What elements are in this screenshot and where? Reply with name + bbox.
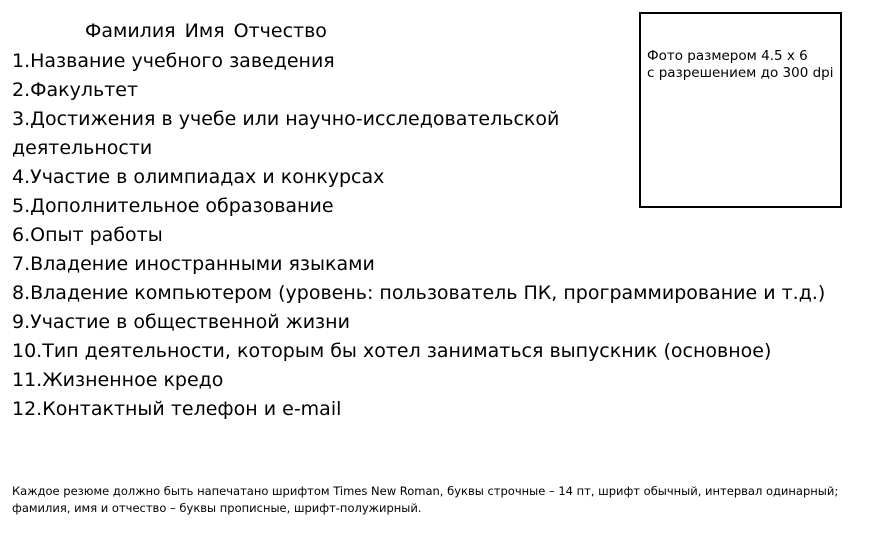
- list-item-olympiads: 4.Участие в олимпиадах и конкурсах: [12, 166, 385, 188]
- list-item-life-motto: 11.Жизненное кредо: [12, 369, 224, 391]
- list-item-work-experience: 6.Опыт работы: [12, 224, 163, 246]
- list-item-social-life: 9.Участие в общественной жизни: [12, 311, 350, 333]
- list-item-contacts: 12.Контактный телефон и e-mail: [12, 398, 342, 420]
- photo-placeholder: [639, 12, 842, 208]
- list-item-institution: 1.Название учебного заведения: [12, 50, 335, 72]
- photo-requirements: [647, 48, 833, 82]
- list-item-achievements: 3.Достижения в учебе или научно-исследовательской деятельности: [12, 108, 560, 159]
- photo-resolution-text: с разрешением до 300 dpi: [647, 65, 834, 81]
- list-item-computer-skills: 8.Владение компьютером (уровень: пользователь ПК, программирование и т.д.): [12, 282, 826, 304]
- list-item-faculty: 2.Факультет: [12, 79, 139, 101]
- full-name-heading: Фамилия Имя Отчество: [85, 20, 327, 42]
- photo-size-text: Фото размером 4.5 x 6: [647, 48, 808, 64]
- list-item-languages: 7.Владение иностранными языками: [12, 253, 375, 275]
- list-item-desired-activity: 10.Тип деятельности, которым бы хотел заниматься выпускник (основное): [12, 340, 772, 362]
- formatting-footnote: Каждое резюме должно быть напечатано шрифтом Times New Roman, буквы строчные – 14 пт, шрифт обычный, интервал одинарный; фамилия, имя и отчество – буквы прописные, шрифт-полужирный.: [12, 484, 839, 515]
- list-item-additional-education: 5.Дополнительное образование: [12, 195, 334, 217]
